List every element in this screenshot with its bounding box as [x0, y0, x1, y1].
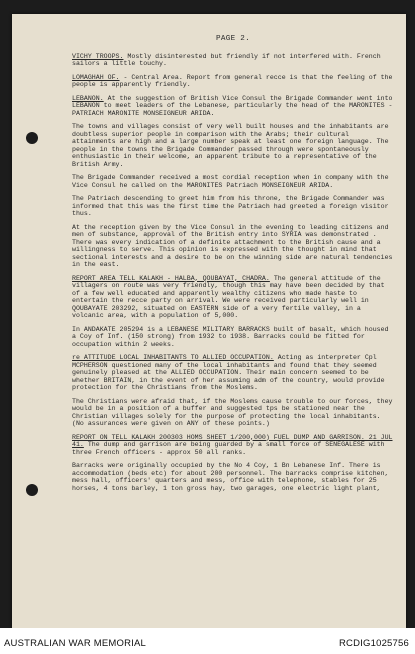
- page-title: PAGE 2.: [216, 35, 250, 43]
- paragraph-text: Acting as interpreter Cpl MCPHERSON questioned many of the local inhabitants and found that they seemed genuinely pleased at the ALLIED OCCUPATION. Their main concern seemed to be whether BRITAIN, in the event of her assuming adm of the country, would provide protection for the Christians from the Moslems.: [72, 354, 385, 391]
- paragraph-text: The Christians were afraid that, if the Moslems cause trouble to our forces, they would be in a position of a buffer and suggested tps be stationed near the Christian villages solely for the purpose of protecting the local inhabitants. (No assurances were given on ANY of these points.): [72, 397, 393, 427]
- paragraph-heading: REPORT AREA TELL KALAKH - HALBA, QOUBAYAT, CHADRA.: [72, 274, 270, 282]
- paragraph: [72, 275, 394, 320]
- paragraph-text: At the suggestion of British Vice Consul the Brigade Commander went into LEBANON to meet leaders of the Lebanese, particularly the head of the MARONITES - PATRIACH MARONITE MONSEIGNEUR ARIDA.: [72, 94, 393, 117]
- paragraph-text: The dump and garrison are being guarded by a small force of SENEGALESE with three French officers - approx 50 all ranks.: [72, 441, 385, 456]
- paragraph: [72, 74, 394, 89]
- paragraph: [72, 326, 394, 349]
- paragraph-text: Mostly disinterested but friendly if not interfered with. French sailors a little touchy.: [72, 52, 381, 67]
- paragraph: [72, 434, 394, 457]
- paragraph-text: In ANDAKATE 205294 is a LEBANESE MILITARY BARRACKS built of basalt, which housed a Coy of Inf. (150 strong) from 1932 to 1938. Barracks could be fitted for occupation within 2 weeks.: [72, 325, 389, 348]
- paragraph: [72, 354, 394, 392]
- paragraph: [72, 462, 394, 492]
- document-page: [12, 14, 406, 628]
- paragraph: [72, 123, 394, 168]
- paragraph: [72, 95, 394, 118]
- paragraph-text: Barracks were originally occupied by the No 4 Coy, 1 Bn Lebanese Inf. There is accommodation (beds etc) for about 200 personnel. The barracks comprise kitchen, mess hall, officers' quarters and mess, office with telephone, stables for 25 horses, 4 tons barley, 1 ton gross hay, two garages, one electric light plant,: [72, 462, 389, 492]
- paragraph: [72, 53, 394, 68]
- footer-record-id: RCDIG1025756: [339, 638, 409, 649]
- paragraph-text: The Brigade Commander received a most cordial reception when in company with the Vice Consul he called on the MARONITES Patriach MONSEIGNEUR ARIDA.: [72, 174, 389, 189]
- paragraph: [72, 224, 394, 269]
- punch-hole: [26, 132, 38, 144]
- footer-institution: AUSTRALIAN WAR MEMORIAL: [4, 638, 147, 649]
- paragraph-text: The towns and villages consist of very well built houses and the inhabitants are doubtless superior people in comparison with the Arabs; their cultural attainments are high and a large number speak at least one foreign language. The people in the towns the Brigade Commander passed through were spontaneously enthusiastic in their welcome, an apparent tribute to a representative of the British Army.: [72, 123, 389, 168]
- paragraph-list: [72, 53, 394, 493]
- paragraph: [72, 398, 394, 428]
- paragraph-text: - Central Area. Report from general recce is that the feeling of the people is apparently friendly.: [72, 73, 393, 88]
- paragraph-text: The Patriach descending to greet him from his throne, the Brigade Commander was informed that this was the first time the Patriach had greeted a foreign visitor thus.: [72, 195, 389, 217]
- punch-hole: [26, 484, 38, 496]
- paragraph-heading: VICHY TROOPS.: [72, 52, 124, 60]
- paragraph-heading: re ATTITUDE LOCAL INHABITANTS TO ALLIED OCCUPATION.: [72, 354, 274, 361]
- paragraph-heading: LOMAGHAH OF.: [72, 73, 120, 81]
- archive-footer: [0, 628, 415, 654]
- paragraph: [72, 195, 394, 218]
- paragraph-text: At the reception given by the Vice Consul in the evening to leading citizens and men of substance, approval of the British entry into SYRIA was demonstrated . There was every indication of a definite attachment to the British cause and a willingness to serve. This opinion is expressed with the thought in mind that sectional interests and a desire to be on the winning side are natural tendencies in the east.: [72, 223, 393, 268]
- paragraph-heading: LEBANON.: [72, 94, 104, 102]
- paragraph: [72, 174, 394, 189]
- paragraph-heading: REPORT ON TELL KALAKH 200303 HOMS SHEET 1/200,000) FUEL DUMP AND GARRISON. 21 JUL 41.: [72, 433, 393, 448]
- page-body: [72, 36, 394, 498]
- paragraph-text: The general attitude of the villagers on route was very friendly, though this may have been decided by that of a few well educated and apparently wealthy citizens who made haste to entertain the recce party on arrival. We were received particularly well in QOUBAYATE 203292, situated on EASTERN side of a very fertile valley, in a volcanic area, with a population of 5,000.: [72, 274, 385, 319]
